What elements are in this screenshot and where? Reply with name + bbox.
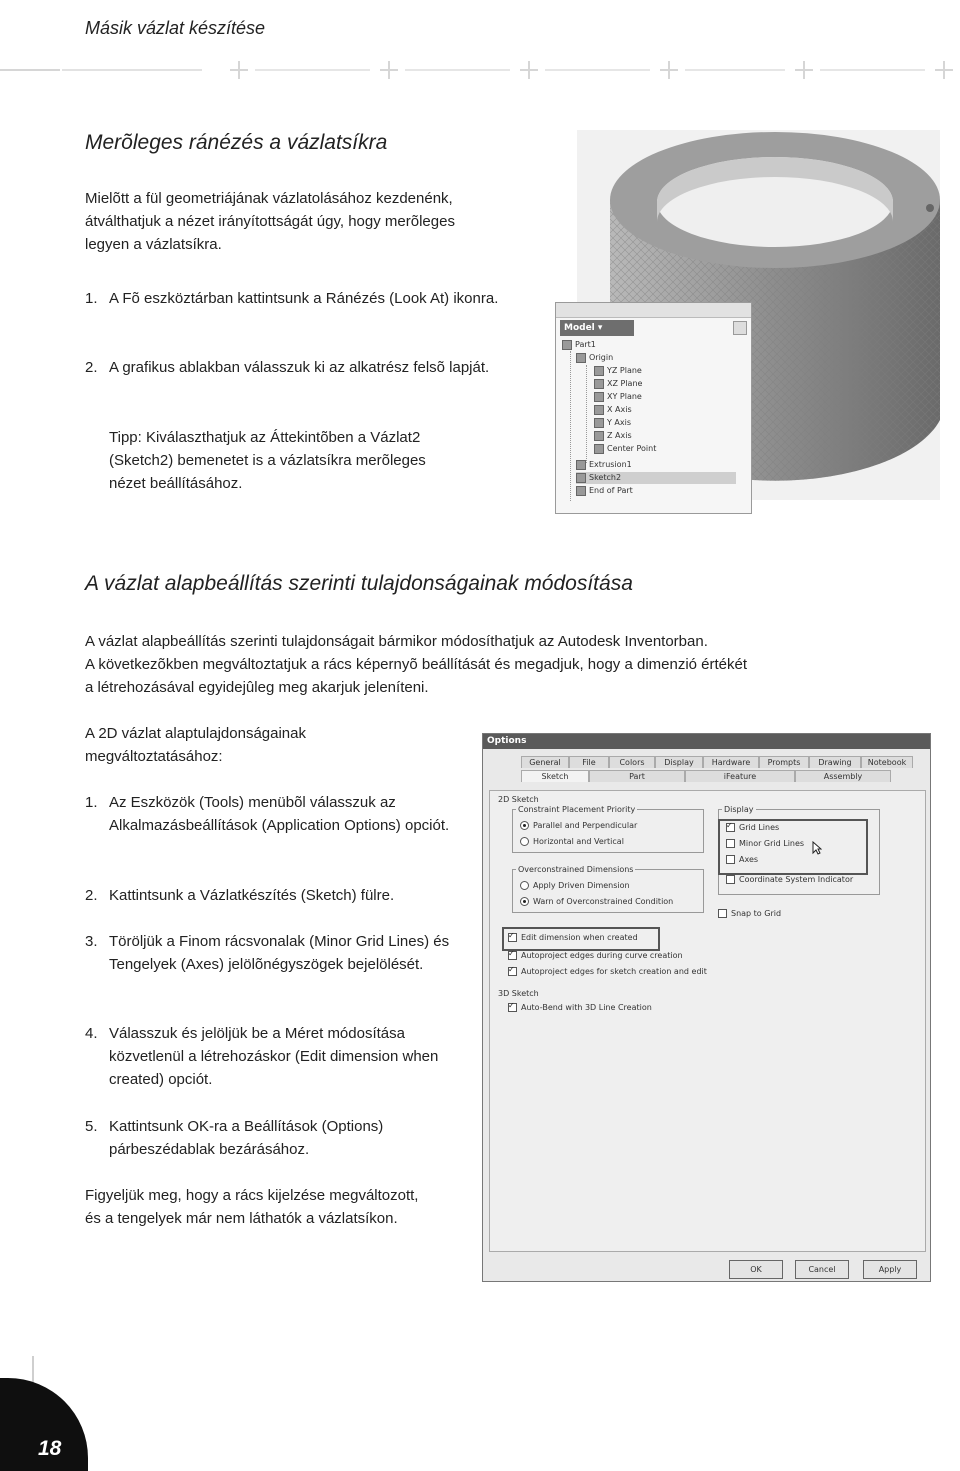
tree-item[interactable]: Origin [576,352,613,364]
folder-icon [576,353,586,363]
checkbox-grid-lines[interactable]: ✓Grid Lines [726,823,779,832]
tree-item[interactable]: Part1 [562,339,596,351]
extrusion-icon [576,460,586,470]
sketch-panel [489,790,926,1252]
checkbox-axes[interactable]: Axes [726,855,758,864]
step-3-uncheck-grid: 3. Töröljük a Finom rácsvonalak (Minor Grid Lines) és Tengelyek (Axes) jelölõnégyszögek bejelölését. [85,933,450,973]
radio-warn-overconstrained[interactable]: Warn of Overconstrained Condition [520,897,673,906]
tab-notebook[interactable]: Notebook [861,756,913,768]
intro-line: legyen a vázlatsíkra. [85,236,222,253]
radio-parallel[interactable]: Parallel and Perpendicular [520,821,637,830]
part-icon [562,340,572,350]
mouse-pointer-icon [812,841,822,855]
tree-item-selected[interactable]: Sketch2 [576,472,736,484]
cancel-button[interactable]: Cancel [795,1260,849,1279]
tab-row-2 [521,770,891,783]
step-2-sketch-tab: 2. Kattintsunk a Vázlatkészítés (Sketch) fülre. [85,887,395,904]
options-dialog [482,733,931,1282]
lead-paragraph: A 2D vázlat alaptulajdonságainak megváltoztatásához: [85,725,306,765]
ok-button[interactable]: OK [729,1260,783,1279]
checkbox-snap-to-grid[interactable]: Snap to Grid [718,909,781,918]
dialog-title: Options [483,734,930,749]
sketch-icon [576,473,586,483]
overconstrained-group-label: Overconstrained Dimensions [518,865,634,874]
tree-item[interactable]: Extrusion1 [576,459,632,471]
step-4-edit-dimension: 4. Válasszuk és jelöljük be a Méret módosítása közvetlenül a létrehozáskor (Edit dimension when created) opciót. [85,1025,439,1088]
tree-item[interactable]: XZ Plane [594,378,642,390]
constraint-group-label: Constraint Placement Priority [518,805,636,814]
browser-header[interactable]: Model ▾ [560,320,634,336]
tab-display[interactable]: Display [655,756,703,768]
tree-item[interactable]: X Axis [594,404,632,416]
display-group-label: Display [724,805,754,814]
radio-apply-driven[interactable]: Apply Driven Dimension [520,881,630,890]
filter-icon[interactable] [733,321,747,335]
intro-line: Mielõtt a fül geometriájának vázlatolásához kezdenénk, [85,190,453,207]
overconstrained-group [512,869,704,913]
tab-general[interactable]: General [521,756,569,768]
tree-item[interactable]: XY Plane [594,391,642,403]
axis-icon [594,418,604,428]
running-header: Másik vázlat készítése [85,18,266,38]
section2-paragraph: A vázlat alapbeállítás szerinti tulajdonságait bármikor módosíthatjuk az Autodesk Inventorban. A következõkben megváltoztatjuk a rács képernyõ beállítását és megadjuk, hogy a dimenzió értékét a létrehozásával egyidejûleg meg akarjuk jeleníteni. [85,633,748,696]
tab-prompts[interactable]: Prompts [759,756,809,768]
step-1-look-at: 1. A Fõ eszköztárban kattintsunk a Ránézés (Look At) ikonra. [85,290,499,307]
intro-paragraph [85,187,455,256]
axis-icon [594,431,604,441]
tab-ifeature[interactable]: iFeature [685,770,795,782]
tab-hardware[interactable]: Hardware [703,756,759,768]
step-2-select-face: 2. A grafikus ablakban válasszuk ki az alkatrész felsõ lapját. [85,359,490,376]
group-2d-sketch-label: 2D Sketch [498,795,539,804]
constraint-group [512,809,704,853]
point-icon [594,444,604,454]
cylinder-figure [555,130,940,515]
apply-button[interactable]: Apply [863,1260,917,1279]
checkbox-autoproject-curve[interactable]: ✓Autoproject edges during curve creation [508,951,683,960]
tree-item[interactable]: YZ Plane [594,365,642,377]
tab-drawing[interactable]: Drawing [809,756,861,768]
end-of-part-icon [576,486,586,496]
tree-item[interactable]: End of Part [576,485,633,497]
radio-horizontal[interactable]: Horizontal and Vertical [520,837,624,846]
checkbox-minor-grid-lines[interactable]: Minor Grid Lines [726,839,804,848]
checkbox-autoproject-sketch[interactable]: ✓Autoproject edges for sketch creation and edit [508,967,707,976]
tab-file[interactable]: File [569,756,609,768]
section-heading-sketch-properties: A vázlat alapbeállítás szerinti tulajdonságainak módosítása [85,572,633,595]
page-number: 18 [38,1437,62,1460]
step-5-click-ok: 5. Kattintsunk OK-ra a Beállítások (Options) párbeszédablak bezárásához. [85,1118,384,1158]
tab-assembly[interactable]: Assembly [795,770,891,782]
tab-colors[interactable]: Colors [609,756,655,768]
tree-item[interactable]: Z Axis [594,430,632,442]
plane-icon [594,379,604,389]
checkbox-auto-bend[interactable]: ✓Auto-Bend with 3D Line Creation [508,1003,652,1012]
plane-icon [594,392,604,402]
tree-item[interactable]: Y Axis [594,417,631,429]
tab-row-1 [521,756,913,769]
tip-paragraph: Tipp: Kiválaszthatjuk az Áttekintõben a Vázlat2 (Sketch2) bemenetet is a vázlatsíkra merõleges nézet beállításához. [109,429,426,492]
intro-line: átválthatjuk a nézet irányítottságát úgy, hogy merõleges [85,213,455,230]
closing-paragraph: Figyeljük meg, hogy a rács kijelzése megváltozott, és a tengelyek már nem láthatók a vázlatsíkon. [85,1187,419,1227]
tree-item[interactable]: Center Point [594,443,656,455]
group-3d-sketch-label: 3D Sketch [498,989,539,998]
section-heading-look-at: Merõleges ránézés a vázlatsíkra [85,131,388,154]
step-1-tools-menu: 1. Az Eszközök (Tools) menübõl válasszuk az Alkalmazásbeállítások (Application Options) opciót. [85,794,450,834]
checkbox-edit-dimension[interactable]: ✓Edit dimension when created [508,933,638,942]
model-browser [555,302,752,514]
checkbox-coordinate-indicator[interactable]: Coordinate System Indicator [726,875,853,884]
plane-icon [594,366,604,376]
axis-icon [594,405,604,415]
tab-part[interactable]: Part [589,770,685,782]
tab-sketch[interactable]: Sketch [521,770,589,782]
